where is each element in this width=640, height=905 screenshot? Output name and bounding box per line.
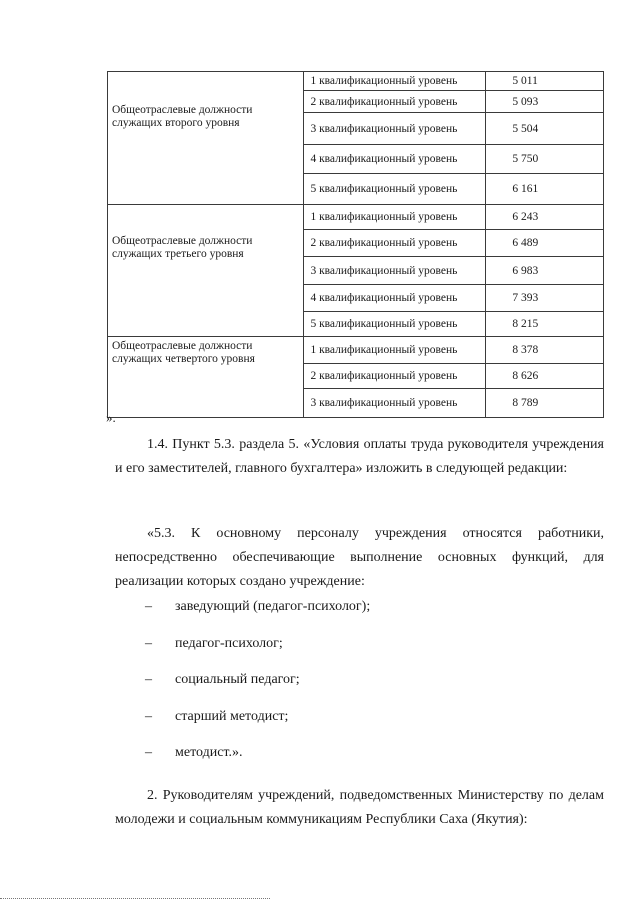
group-label-third-level	[108, 205, 304, 337]
list-item	[145, 634, 370, 671]
list-item	[145, 670, 370, 707]
list-dash: –	[145, 708, 152, 724]
amount-cell: 5 504	[486, 113, 604, 145]
level-cell: 3 квалификационный уровень	[304, 257, 486, 285]
group-label-line: Общеотраслевые должности	[112, 235, 253, 247]
table-row	[108, 337, 604, 364]
group-label-fourth-level	[108, 337, 304, 418]
amount-cell: 8 789	[486, 389, 604, 418]
level-cell: 4 квалификационный уровень	[304, 285, 486, 312]
amount-cell: 6 489	[486, 230, 604, 257]
level-cell: 1 квалификационный уровень	[304, 205, 486, 230]
salary-table	[107, 71, 604, 418]
list-item	[145, 597, 370, 634]
list-item-text: заведующий (педагог-психолог);	[175, 599, 371, 614]
amount-cell: 6 161	[486, 174, 604, 205]
level-cell: 1 квалификационный уровень	[304, 337, 486, 364]
paragraph-5-3: «5.3. К основному персоналу учреждения относятся работники, непосредственно обеспечивающие выполнение основных функций, для реализации которых создано учреждение:	[115, 526, 604, 589]
amount-cell: 8 378	[486, 337, 604, 364]
table-row	[108, 72, 604, 91]
amount-cell: 5 093	[486, 91, 604, 113]
list-item-text: педагог-психолог;	[175, 635, 283, 651]
level-cell: 4 квалификационный уровень	[304, 145, 486, 174]
level-cell: 2 квалификационный уровень	[304, 230, 486, 257]
amount-cell: 8 626	[486, 364, 604, 389]
group-label-line: служащих второго уровня	[112, 117, 240, 130]
group-label-second-level	[108, 72, 304, 205]
level-cell: 2 квалификационный уровень	[304, 91, 486, 113]
amount-cell: 7 393	[486, 285, 604, 312]
bottom-divider	[0, 898, 270, 899]
amount-cell: 6 983	[486, 257, 604, 285]
list-dash: –	[145, 635, 152, 651]
paragraph-2: 2. Руководителям учреждений, подведомственных Министерству по делам молодежи и социальным коммуникациям Республики Саха (Якутия):	[115, 788, 604, 827]
staff-list	[145, 597, 370, 780]
group-label-line: Общеотраслевые должности	[112, 104, 253, 116]
list-dash: –	[145, 672, 152, 687]
list-item	[145, 707, 370, 744]
level-cell: 1 квалификационный уровень	[304, 72, 486, 91]
list-item	[145, 743, 370, 780]
list-item-text: социальный педагог;	[175, 672, 300, 687]
amount-cell: 5 750	[486, 145, 604, 174]
list-item-text: старший методист;	[175, 708, 289, 724]
group-label-line: служащих четвертого уровня	[112, 353, 255, 366]
amount-cell: 5 011	[486, 72, 604, 91]
paragraph-1-4: 1.4. Пункт 5.3. раздела 5. «Условия оплаты труда руководителя учреждения и его заместителей, главного бухгалтера» изложить в следующей редакции:	[115, 437, 604, 476]
group-label-line: Общеотраслевые должности	[112, 340, 253, 352]
group-label-line: служащих третьего уровня	[112, 248, 244, 261]
level-cell: 5 квалификационный уровень	[304, 174, 486, 205]
list-item-text: методист.».	[175, 745, 243, 760]
list-dash: –	[145, 745, 152, 760]
amount-cell: 8 215	[486, 312, 604, 337]
table-row	[108, 205, 604, 230]
level-cell: 2 квалификационный уровень	[304, 364, 486, 389]
level-cell: 3 квалификационный уровень	[304, 389, 486, 418]
quote-end: ».	[106, 410, 116, 425]
level-cell: 5 квалификационный уровень	[304, 312, 486, 337]
level-cell: 3 квалификационный уровень	[304, 113, 486, 145]
amount-cell: 6 243	[486, 205, 604, 230]
list-dash: –	[145, 599, 152, 614]
